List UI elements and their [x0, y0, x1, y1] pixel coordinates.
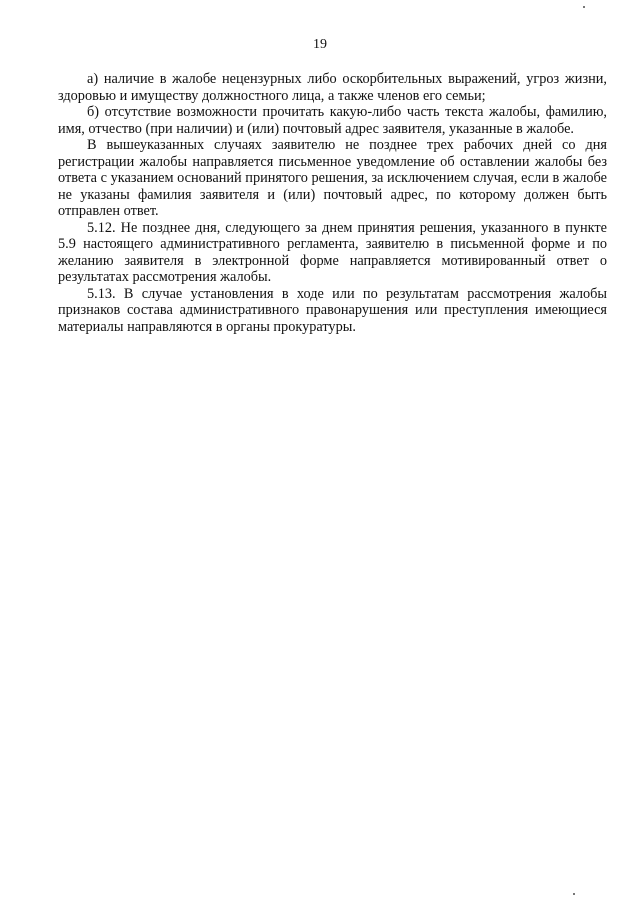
scan-mark-bottom — [573, 893, 575, 895]
paragraph-notification: В вышеуказанных случаях заявителю не позднее трех рабочих дней со дня регистрации жалобы направляется письменное уведомление об оставлении жалобы без ответа с указанием оснований принятого решения, за исключением случая, если в жалобе не указаны фамилия заявителя и (или) почтовый адрес, по которому должен быть отправлен ответ. — [58, 137, 607, 219]
scan-mark-top — [583, 6, 585, 8]
page-number: 19 — [313, 37, 327, 52]
document-body — [58, 71, 607, 335]
paragraph-item-b: б) отсутствие возможности прочитать какую-либо часть текста жалобы, фамилию, имя, отчество (при наличии) и (или) почтовый адрес заявителя, указанные в жалобе. — [58, 104, 607, 137]
paragraph-item-a: а) наличие в жалобе нецензурных либо оскорбительных выражений, угроз жизни, здоровью и имуществу должностного лица, а также членов его семьи; — [58, 71, 607, 104]
paragraph-5-12: 5.12. Не позднее дня, следующего за днем принятия решения, указанного в пункте 5.9 настоящего административного регламента, заявителю в письменной форме и по желанию заявителя в электронной форме направляется мотивированный ответ о результатах рассмотрения жалобы. — [58, 219, 607, 285]
paragraph-5-13: 5.13. В случае установления в ходе или по результатам рассмотрения жалобы признаков состава административного правонарушения или преступления имеющиеся материалы направляются в органы прокуратуры. — [58, 285, 607, 335]
